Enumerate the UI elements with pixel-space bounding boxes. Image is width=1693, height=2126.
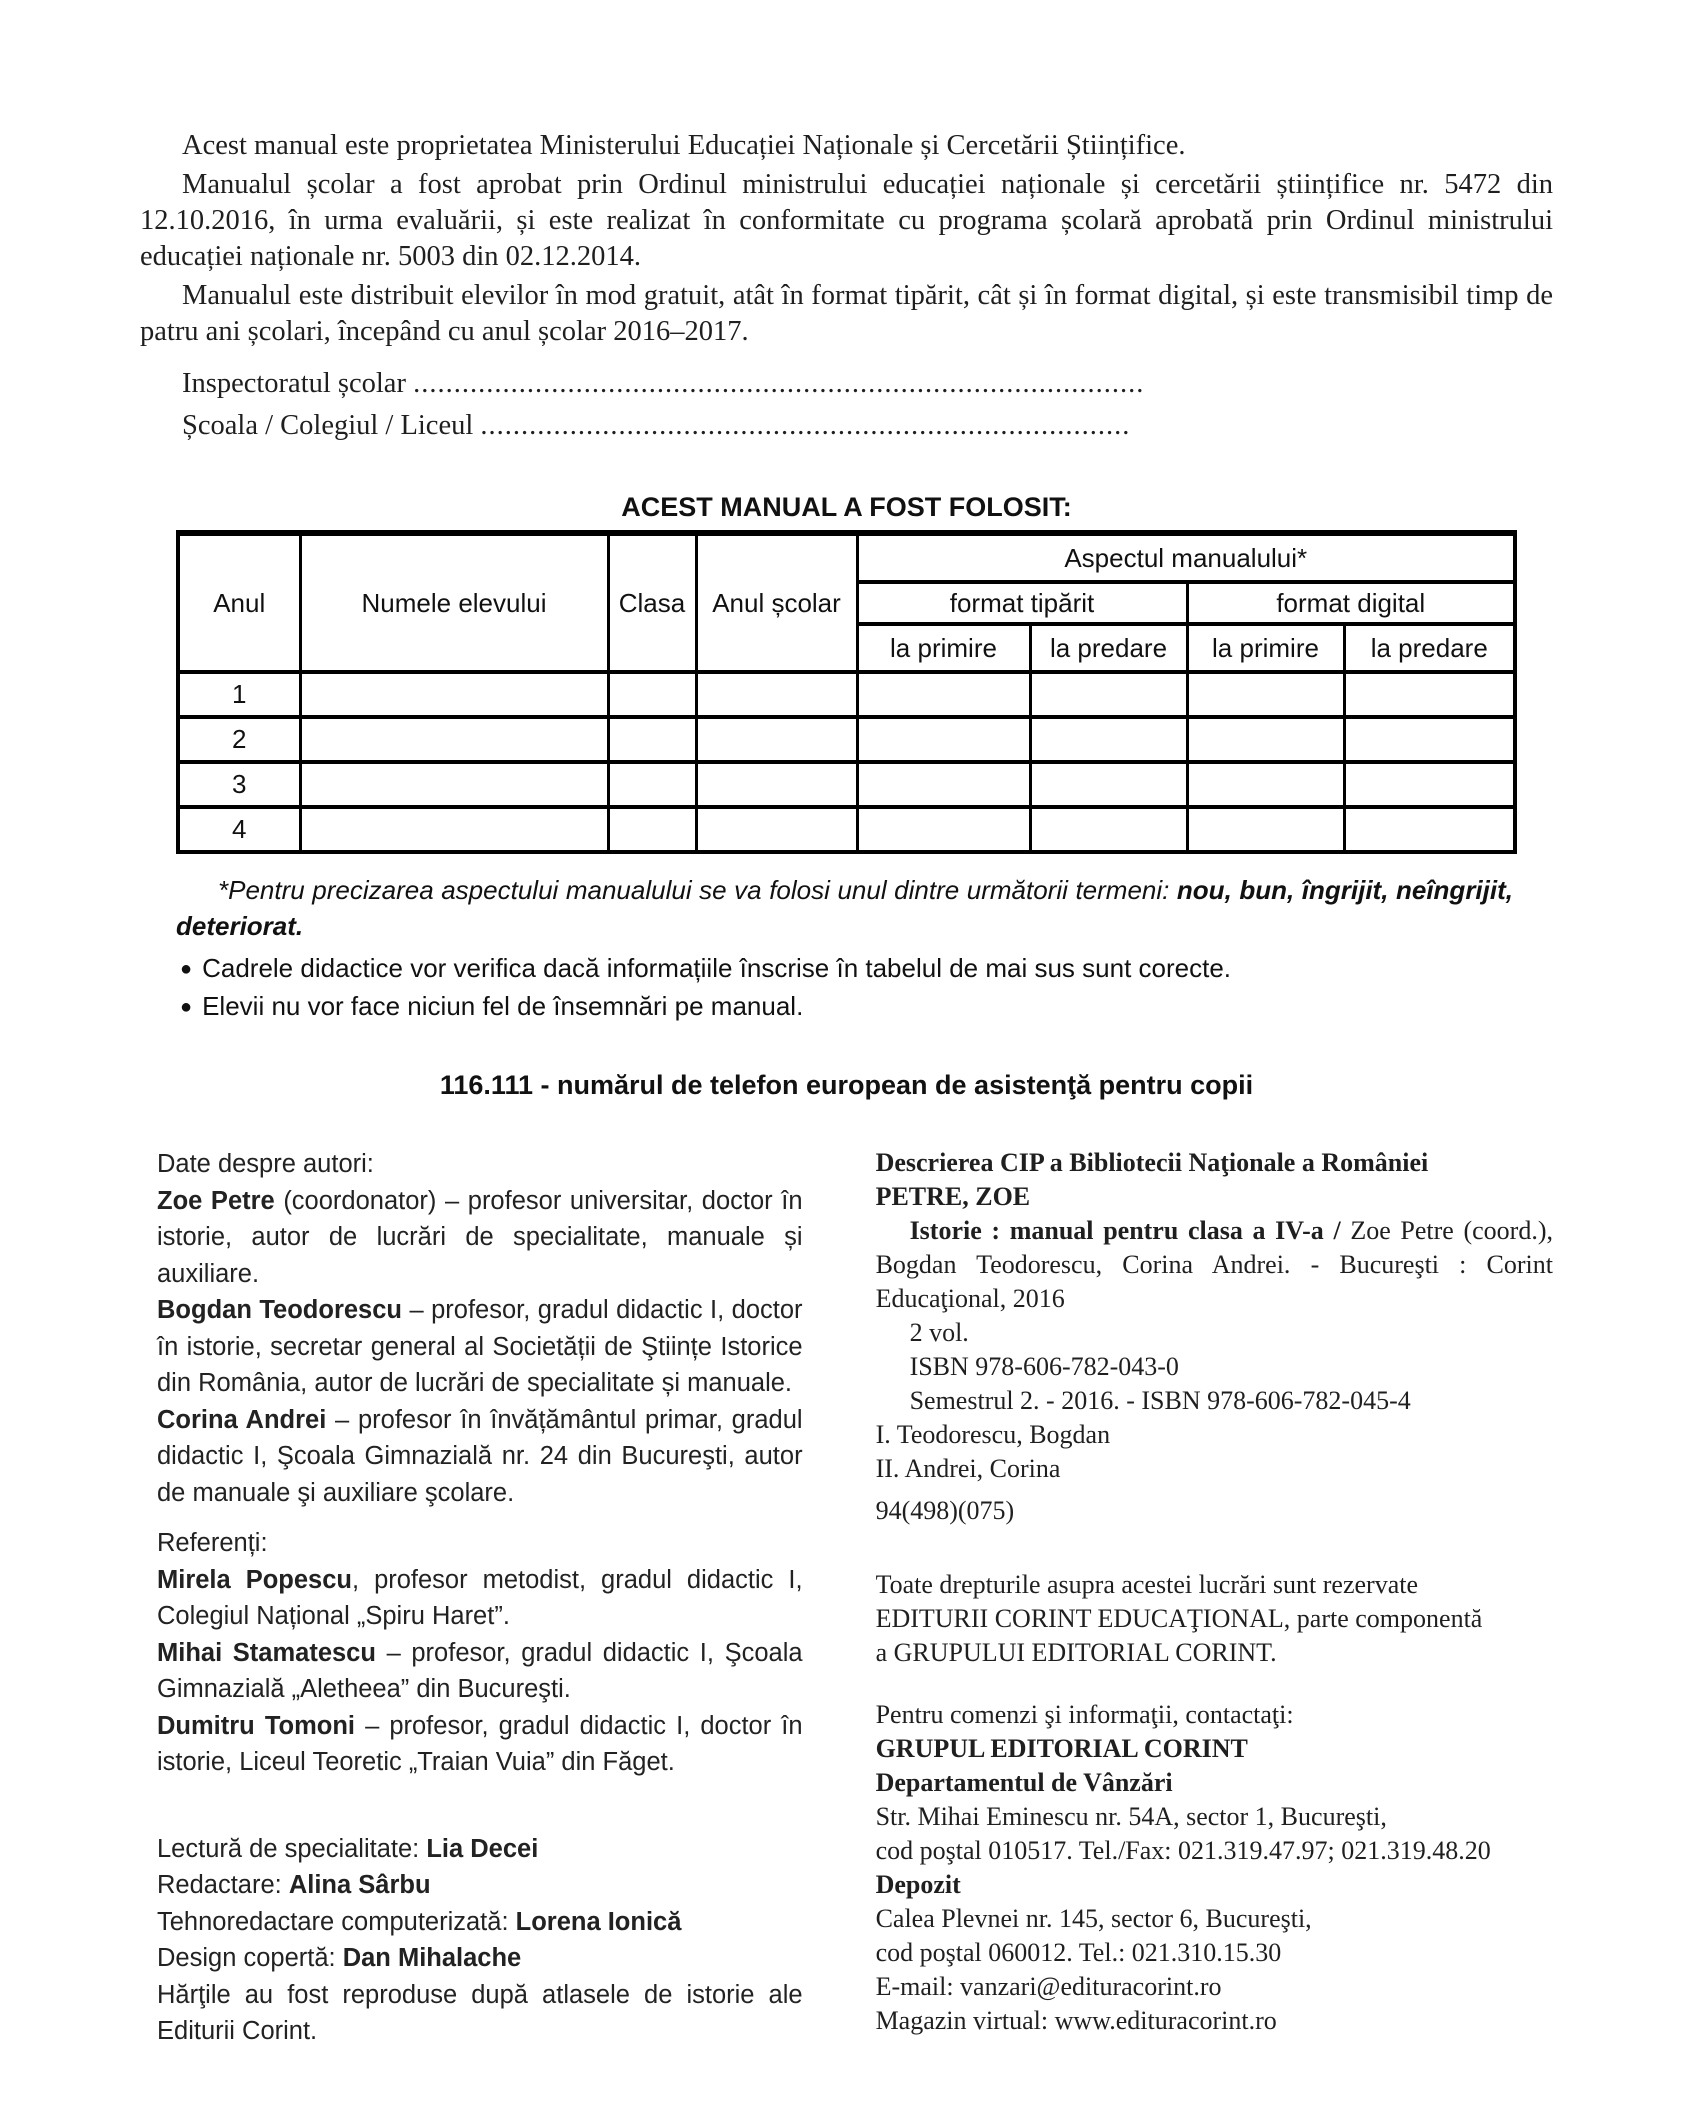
referent-description: – profesor, gradul didactic I, Şcoala Gimnazială „Aletheea” din Bucureşti. (157, 1638, 803, 1703)
table-row-year-3 (178, 762, 1515, 807)
rule-item-teachers (180, 950, 1553, 988)
year-number-cell: 4 (178, 807, 300, 852)
publisher-column (876, 1146, 1553, 2050)
empty-cell (608, 807, 696, 852)
credit-role: Lectură de specialitate: (157, 1834, 427, 1863)
col-header-digital-la-predare: la predare (1344, 624, 1515, 672)
cip-title-entry (876, 1214, 1553, 1316)
col-header-aspectul-manualului: Aspectul manualului* (857, 533, 1515, 582)
usage-table-wrap (176, 530, 1553, 854)
referent-description: , profesor metodist, gradul didactic I, Colegiul Național „Spiru Haret”. (157, 1565, 803, 1630)
usage-table-title: ACEST MANUAL A FOST FOLOSIT: (621, 492, 1072, 522)
credit-role: Redactare: (157, 1871, 289, 1899)
credit-line (157, 1831, 803, 1868)
contact-depot-heading: Depozit (875, 1870, 961, 1899)
credit-name: Lia Decei (426, 1834, 539, 1863)
empty-cell (696, 717, 857, 762)
contact-group-name: GRUPUL EDITORIAL CORINT (875, 1734, 1248, 1763)
col-header-format-tiparit: format tipărit (857, 582, 1187, 624)
author-entry (157, 1402, 803, 1512)
maps-note: Hărţile au fost reproduse după atlasele de istorie ale Editurii Corint. (157, 1980, 803, 2045)
empty-cell (608, 717, 696, 762)
year-number-cell: 3 (178, 762, 300, 807)
author-name: Bogdan Teodorescu (157, 1296, 403, 1324)
author-entry (157, 1183, 803, 1293)
bullet-icon: ● (180, 996, 193, 1018)
col-header-format-digital: format digital (1187, 582, 1515, 624)
credits-columns (140, 1146, 1553, 2050)
referents-heading: Referenți: (157, 1529, 268, 1557)
empty-cell (696, 762, 857, 807)
empty-cell (300, 807, 608, 852)
usage-table (176, 530, 1517, 854)
intro-paragraph-distribution: Manualul este distribuit elevilor în mod gratuit, atât în format tipărit, cât și în format digital, și este transmisibil timp de patru ani școlari, începând cu anul școlar 2016–2017. (140, 280, 1553, 347)
empty-cell (696, 672, 857, 717)
empty-cell (1344, 807, 1515, 852)
empty-cell (1030, 672, 1187, 717)
credit-name: Lorena Ionică (515, 1907, 682, 1936)
year-number-cell: 2 (178, 717, 300, 762)
rights-line: EDITURII CORINT EDUCAŢIONAL, parte componentă (875, 1604, 1483, 1633)
year-number-cell: 1 (178, 672, 300, 717)
credit-line (157, 1867, 803, 1904)
rule-text: Elevii nu vor face niciun fel de însemnări pe manual. (202, 991, 804, 1021)
empty-cell (1187, 807, 1344, 852)
rights-line: Toate drepturile asupra acestei lucrări sunt rezervate (875, 1570, 1419, 1599)
bullet-icon: ● (180, 958, 193, 980)
empty-cell (1344, 762, 1515, 807)
referent-name: Mihai Stamatescu (157, 1638, 376, 1667)
col-header-numele-elevului: Numele elevului (300, 533, 608, 672)
author-description: (coordonator) – profesor universitar, doctor în istorie, autor de lucrări de specialitate, manuale și auxiliare. (157, 1186, 803, 1288)
cip-volumes: 2 vol. (909, 1318, 969, 1347)
empty-cell (1187, 762, 1344, 807)
empty-cell (300, 672, 608, 717)
footnote-end: . (295, 911, 304, 941)
school-fill-line (140, 408, 1553, 444)
cip-index-entry-1: I. Teodorescu, Bogdan (875, 1420, 1111, 1449)
contact-address-line: Str. Mihai Eminescu nr. 54A, sector 1, Bucureşti, (875, 1802, 1387, 1831)
empty-cell (696, 807, 857, 852)
child-helpline-banner: 116.111 - numărul de telefon european de asistenţă pentru copii (439, 1070, 1254, 1100)
cip-index-entry-2: II. Andrei, Corina (875, 1454, 1061, 1483)
intro-paragraph-ownership: Acest manual este proprietatea Ministerului Educației Naționale și Cercetării Științifice. (182, 130, 1186, 161)
referent-name: Dumitru Tomoni (157, 1711, 355, 1740)
referent-entry (157, 1562, 803, 1635)
empty-cell (1187, 672, 1344, 717)
author-description: – profesor, gradul didactic I, doctor în istorie, secretar general al Societății de Ştiințe Istorice din România, autor de lucrări de specialitate și manuale. (157, 1296, 803, 1397)
cip-udc-code: 94(498)(075) (875, 1496, 1015, 1525)
inspectorate-dotted-blank: .......................................................................................... (413, 368, 1145, 399)
contact-sales-dept: Departamentul de Vânzări (875, 1768, 1173, 1797)
authors-column (157, 1146, 803, 2050)
intro-section (140, 128, 1553, 350)
school-dotted-blank: ................................................................................ (480, 410, 1131, 441)
intro-paragraph-approval: Manualul școlar a fost aprobat prin Ordinul ministrului educației naționale și cercetării științifice nr. 5472 din 12.10.2016, în urma evaluării, și este realizat în conformitate cu programa școlară aprobată prin Ordinul ministrului educației naționale nr. 5003 din 02.12.2014. (140, 169, 1553, 272)
rules-list (180, 950, 1553, 1026)
empty-cell (1030, 762, 1187, 807)
credit-name: Dan Mihalache (342, 1944, 522, 1972)
author-name: Corina Andrei (157, 1405, 327, 1434)
referent-name: Mirela Popescu (157, 1565, 352, 1594)
footnote-terms: nou, bun, îngrijit, neîngrijit, deteriorat (176, 875, 1513, 941)
rule-item-students (180, 988, 1553, 1026)
contact-web-shop: Magazin virtual: www.edituracorint.ro (875, 2006, 1277, 2035)
col-header-digital-la-primire: la primire (1187, 624, 1344, 672)
referent-entry (157, 1635, 803, 1708)
col-header-anul: Anul (178, 533, 300, 672)
empty-cell (1187, 717, 1344, 762)
contact-address-line: cod poştal 060012. Tel.: 021.310.15.30 (875, 1938, 1282, 1967)
empty-cell (1030, 717, 1187, 762)
credit-line (157, 1904, 803, 1941)
empty-cell (857, 672, 1030, 717)
footnote-text: *Pentru precizarea aspectului manualului se va folosi unul dintre următorii termeni: (218, 875, 1177, 905)
credit-role: Design copertă: (157, 1944, 343, 1972)
author-name: Zoe Petre (157, 1186, 275, 1215)
rule-text: Cadrele didactice vor verifica dacă informațiile înscrise în tabelul de mai sus sunt corecte. (202, 953, 1232, 983)
school-label: Școala / Colegiul / Liceul (182, 410, 481, 441)
empty-cell (1030, 807, 1187, 852)
cip-isbn-2: Semestrul 2. - 2016. - ISBN 978-606-782-045-4 (909, 1386, 1411, 1415)
contact-email: E-mail: vanzari@edituracorint.ro (875, 1972, 1222, 2001)
empty-cell (1344, 717, 1515, 762)
empty-cell (857, 807, 1030, 852)
cip-author: PETRE, ZOE (875, 1182, 1031, 1211)
authors-heading: Date despre autori: (157, 1150, 374, 1178)
empty-cell (608, 672, 696, 717)
table-row-year-4 (178, 807, 1515, 852)
col-header-tiparit-la-predare: la predare (1030, 624, 1187, 672)
contact-intro: Pentru comenzi şi informaţii, contactaţi: (875, 1700, 1294, 1729)
col-header-anul-scolar: Anul școlar (696, 533, 857, 672)
empty-cell (608, 762, 696, 807)
empty-cell (857, 762, 1030, 807)
cip-heading: Descrierea CIP a Bibliotecii Naţionale a României (875, 1148, 1429, 1177)
empty-cell (1344, 672, 1515, 717)
contact-address-line: Calea Plevnei nr. 145, sector 6, Bucureşti, (875, 1904, 1312, 1933)
cip-title-details: Zoe Petre (coord.), Bogdan Teodorescu, Corina Andrei. - Bucureşti : Corint Educaţional, 2016 (875, 1216, 1553, 1313)
rights-line: a GRUPULUI EDITORIAL CORINT. (875, 1638, 1277, 1667)
cip-isbn-1: ISBN 978-606-782-043-0 (909, 1352, 1179, 1381)
empty-cell (300, 717, 608, 762)
credit-role: Tehnoredactare computerizată: (157, 1907, 516, 1936)
author-entry (157, 1292, 803, 1402)
empty-cell (300, 762, 608, 807)
col-header-clasa: Clasa (608, 533, 696, 672)
cip-book-title: Istorie : manual pentru clasa a IV-a / (909, 1216, 1351, 1245)
inspectorate-label: Inspectoratul școlar (182, 368, 414, 399)
author-description: – profesor în învățământul primar, gradul didactic I, Şcoala Gimnazială nr. 24 din Bucureşti, autor de manuale şi auxiliare şcolare. (157, 1405, 803, 1507)
referent-entry (157, 1708, 803, 1781)
aspect-footnote (176, 872, 1513, 944)
credit-name: Alina Sârbu (288, 1871, 431, 1899)
inspectorate-fill-line (140, 366, 1553, 402)
empty-cell (857, 717, 1030, 762)
referent-description: – profesor, gradul didactic I, doctor în istorie, Liceul Teoretic „Traian Vuia” din Făget. (157, 1711, 803, 1776)
contact-address-line: cod poştal 010517. Tel./Fax: 021.319.47.97; 021.319.48.20 (875, 1836, 1491, 1865)
credit-line (157, 1940, 803, 1977)
table-row-year-1 (178, 672, 1515, 717)
col-header-tiparit-la-primire: la primire (857, 624, 1030, 672)
table-row-year-2 (178, 717, 1515, 762)
